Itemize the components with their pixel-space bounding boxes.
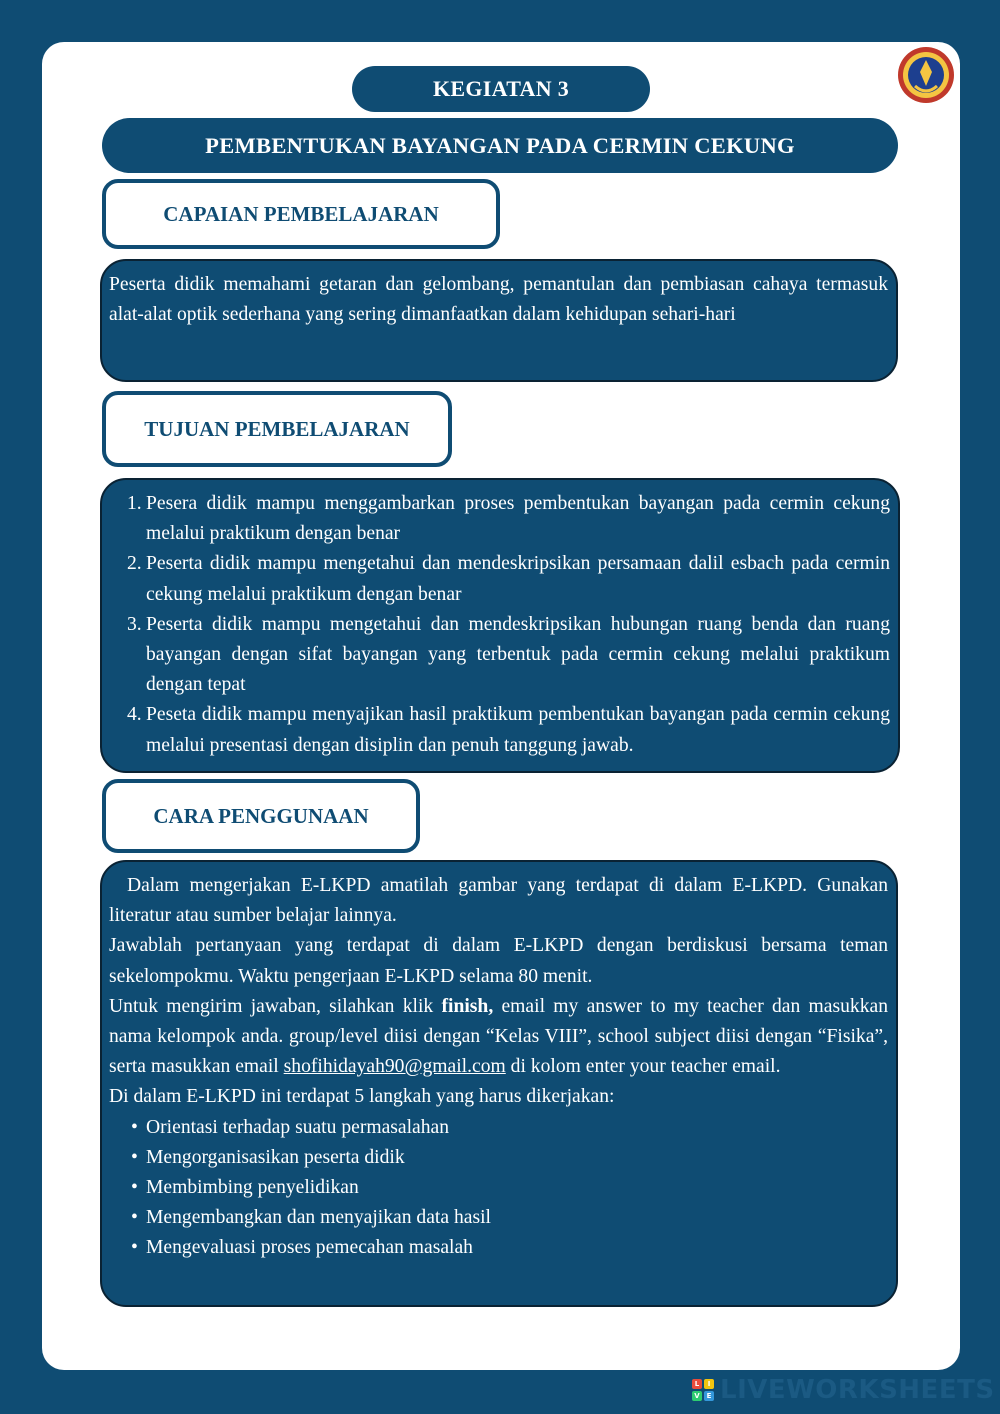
steps-list	[109, 1113, 888, 1264]
teacher-email-link[interactable]: shofihidayah90@gmail.com	[283, 1056, 506, 1078]
step-text: Mengevaluasi proses pemecahan masalah	[146, 1237, 473, 1259]
list-item-text: Peserta didik mampu mengetahui dan mendeskripsikan persamaan dalil esbach pada cermin cekung melalui praktikum dengan benar	[146, 553, 890, 605]
list-item-text: Peserta didik mampu mengetahui dan mendeskripsikan hubungan ruang benda dan ruang bayangan dengan sifat bayangan yang terbentuk pada cermin cekung melalui praktikum dengan tepat	[146, 613, 890, 696]
list-number: 1.	[127, 493, 142, 514]
page-title: PEMBENTUKAN BAYANGAN PADA CERMIN CEKUNG	[102, 118, 898, 173]
bullet-icon: •	[131, 1237, 138, 1259]
list-item-text: Pesera didik mampu menggambarkan proses pembentukan bayangan pada cermin cekung melalui praktikum dengan benar	[146, 493, 890, 545]
capaian-heading: CAPAIAN PEMBELAJARAN	[102, 179, 500, 249]
step-text: Membimbing penyelidikan	[146, 1177, 359, 1199]
activity-badge: KEGIATAN 3	[352, 66, 650, 112]
logo-letter: V	[692, 1391, 702, 1401]
list-item	[109, 1173, 888, 1203]
bullet-icon: •	[131, 1116, 138, 1138]
list-item	[109, 610, 890, 701]
list-item	[109, 1113, 888, 1143]
liveworksheets-logo-icon	[692, 1379, 714, 1401]
list-item-text: Peseta didik mampu menyajikan hasil praktikum pembentukan bayangan pada cermin cekung melalui presentasi dengan disiplin dan penuh tanggung jawab.	[146, 704, 890, 756]
bullet-icon: •	[131, 1207, 138, 1229]
list-item	[109, 700, 890, 760]
list-item	[109, 1143, 888, 1173]
tujuan-box	[100, 478, 900, 773]
capaian-box	[100, 259, 898, 382]
logo-letter: I	[704, 1379, 714, 1389]
cara-box	[100, 860, 898, 1307]
list-item	[109, 489, 890, 549]
cara-p3-end: di kolom enter your teacher email.	[505, 1056, 781, 1078]
list-item	[109, 549, 890, 609]
liveworksheets-watermark[interactable]	[692, 1375, 995, 1405]
step-text: Mengorganisasikan peserta didik	[146, 1146, 405, 1168]
cara-p3-middle: email my answer to my teacher dan masukkan nama kelompok anda. group/level diisi dengan “Kelas VIII”, school subject diisi dengan “Fisika”, serta masukkan email	[109, 995, 888, 1078]
cara-paragraph-3	[109, 992, 888, 1083]
university-seal-icon	[897, 46, 955, 104]
cara-paragraph-2: Jawablah pertanyaan yang terdapat di dalam E-LKPD dengan berdiskusi bersama teman sekelompokmu. Waktu pengerjaan E-LKPD selama 80 menit.	[109, 935, 888, 987]
logo-letter: E	[704, 1391, 714, 1401]
bullet-icon: •	[131, 1177, 138, 1199]
list-number: 4.	[127, 704, 142, 726]
cara-p3-start: Untuk mengirim jawaban, silahkan klik	[109, 995, 442, 1017]
tujuan-list	[109, 489, 890, 761]
step-text: Orientasi terhadap suatu permasalahan	[146, 1116, 450, 1138]
logo-letter: L	[692, 1379, 702, 1389]
list-number: 3.	[127, 613, 142, 635]
capaian-text: Peserta didik memahami getaran dan gelombang, pemantulan dan pembiasan cahaya termasuk alat-alat optik sederhana yang sering dimanfaatkan dalam kehidupan sehari-hari	[109, 274, 888, 326]
list-item	[109, 1233, 888, 1263]
watermark-text: LIVEWORKSHEETS	[720, 1375, 995, 1405]
cara-heading: CARA PENGGUNAAN	[102, 779, 420, 853]
tujuan-heading: TUJUAN PEMBELAJARAN	[102, 391, 452, 467]
list-number: 2.	[127, 553, 142, 575]
bullet-icon: •	[131, 1146, 138, 1168]
cara-paragraph-4: Di dalam E-LKPD ini terdapat 5 langkah yang harus dikerjakan:	[109, 1086, 615, 1108]
finish-keyword: finish,	[441, 995, 494, 1017]
step-text: Mengembangkan dan menyajikan data hasil	[146, 1207, 491, 1229]
list-item	[109, 1203, 888, 1233]
cara-paragraph-1: Dalam mengerjakan E-LKPD amatilah gambar yang terdapat di dalam E-LKPD. Gunakan literatur atau sumber belajar lainnya.	[109, 875, 888, 927]
